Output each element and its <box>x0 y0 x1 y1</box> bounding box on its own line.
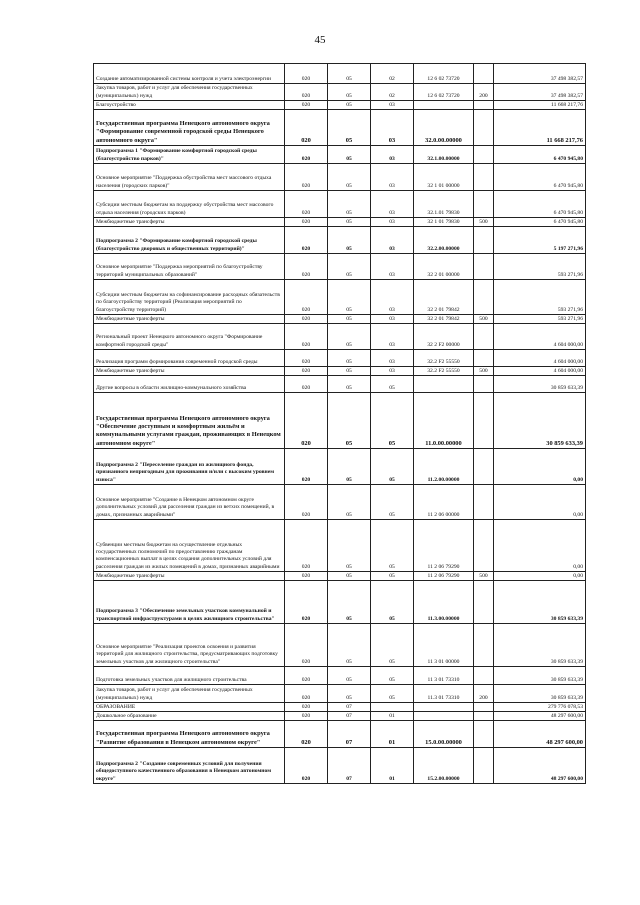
budget-table <box>93 63 586 784</box>
amount-cell: 279 776 078,53 <box>494 703 586 712</box>
table-row <box>94 376 586 393</box>
row-name-cell: Межбюджетные трансферты <box>94 218 285 227</box>
table-row <box>94 101 586 110</box>
row-name-cell: Дошкольное образование <box>94 712 285 721</box>
subsection-code-cell: 03 <box>371 324 414 350</box>
section-code-cell: 05 <box>328 324 371 350</box>
ministry-code-cell: 020 <box>285 191 328 218</box>
subsection-code-cell: 05 <box>371 485 414 520</box>
subsection-code-cell: 05 <box>371 581 414 624</box>
expense-type-cell: 500 <box>474 367 494 376</box>
subsection-code-cell: 03 <box>371 191 414 218</box>
ministry-code-cell: 020 <box>285 367 328 376</box>
table-row <box>94 667 586 685</box>
amount-cell: 30 859 633,39 <box>494 685 586 703</box>
section-code-cell: 05 <box>328 191 371 218</box>
table-row <box>94 350 586 367</box>
amount-cell: 0,00 <box>494 449 586 485</box>
row-name-cell: Основное мероприятие "Поддержка обустройства мест массового отдыха населения (городских парков)" <box>94 164 285 191</box>
target-article-cell: 32 1 01 79830 <box>414 218 474 227</box>
target-article-cell: 32 2 F2 00000 <box>414 324 474 350</box>
amount-cell: 30 859 633,39 <box>494 667 586 685</box>
expense-type-cell <box>474 393 494 449</box>
subsection-code-cell: 03 <box>371 218 414 227</box>
amount-cell: 6 470 945,80 <box>494 164 586 191</box>
target-article-cell <box>414 703 474 712</box>
section-code-cell: 05 <box>328 84 371 101</box>
target-article-cell: 32.0.00.00000 <box>414 110 474 146</box>
target-article-cell: 11.3 01 73310 <box>414 685 474 703</box>
section-code-cell: 05 <box>328 101 371 110</box>
section-code-cell: 05 <box>328 685 371 703</box>
target-article-cell: 11.3.00.00000 <box>414 581 474 624</box>
ministry-code-cell: 020 <box>285 350 328 367</box>
ministry-code-cell: 020 <box>285 393 328 449</box>
table-row <box>94 146 586 164</box>
target-article-cell <box>414 712 474 721</box>
row-name-cell: Закупка товаров, работ и услуг для обеспечения государственных (муниципальных) нужд <box>94 84 285 101</box>
row-name-cell: Межбюджетные трансферты <box>94 315 285 324</box>
target-article-cell: 15.2.00.00000 <box>414 748 474 784</box>
row-name-cell: Субсидии местным бюджетам на софинансирование расходных обязательств по благоустройству территорий (Реализация мероприятий по благоустройству территорий) <box>94 280 285 315</box>
ministry-code-cell: 020 <box>285 485 328 520</box>
ministry-code-cell: 020 <box>285 227 328 254</box>
expense-type-cell <box>474 350 494 367</box>
subsection-code-cell: 03 <box>371 254 414 280</box>
target-article-cell: 32 2 01 79842 <box>414 315 474 324</box>
ministry-code-cell: 020 <box>285 449 328 485</box>
ministry-code-cell: 020 <box>285 581 328 624</box>
amount-cell: 30 859 633,39 <box>494 376 586 393</box>
ministry-code-cell: 020 <box>285 110 328 146</box>
target-article-cell: 32 2 01 79842 <box>414 280 474 315</box>
row-name-cell: Межбюджетные трансферты <box>94 367 285 376</box>
row-name-cell: Другие вопросы в области жилищно-коммунального хозяйства <box>94 376 285 393</box>
section-code-cell: 05 <box>328 146 371 164</box>
subsection-code-cell: 01 <box>371 712 414 721</box>
row-name-cell: ОБРАЗОВАНИЕ <box>94 703 285 712</box>
target-article-cell <box>414 376 474 393</box>
target-article-cell: 11 2 06 79290 <box>414 520 474 572</box>
ministry-code-cell: 020 <box>285 572 328 581</box>
table-row <box>94 485 586 520</box>
section-code-cell: 05 <box>328 667 371 685</box>
amount-cell: 593 271,96 <box>494 315 586 324</box>
table-row <box>94 218 586 227</box>
table-row <box>94 572 586 581</box>
expense-type-cell <box>474 449 494 485</box>
subsection-code-cell: 05 <box>371 624 414 667</box>
subsection-code-cell: 05 <box>371 520 414 572</box>
table-row <box>94 191 586 218</box>
expense-type-cell <box>474 110 494 146</box>
ministry-code-cell: 020 <box>285 703 328 712</box>
target-article-cell: 32.2 F2 55550 <box>414 350 474 367</box>
amount-cell: 37 498 382,57 <box>494 84 586 101</box>
target-article-cell: 32.2.00.00000 <box>414 227 474 254</box>
table-row <box>94 703 586 712</box>
subsection-code-cell: 05 <box>371 572 414 581</box>
amount-cell: 593 271,96 <box>494 280 586 315</box>
ministry-code-cell: 020 <box>285 748 328 784</box>
subsection-code-cell: 02 <box>371 64 414 84</box>
target-article-cell: 32.1.00.00000 <box>414 146 474 164</box>
ministry-code-cell: 020 <box>285 280 328 315</box>
subsection-code-cell: 03 <box>371 146 414 164</box>
subsection-code-cell: 05 <box>371 449 414 485</box>
amount-cell: 30 859 633,39 <box>494 393 586 449</box>
subsection-code-cell <box>371 703 414 712</box>
section-code-cell: 05 <box>328 376 371 393</box>
amount-cell: 5 197 271,96 <box>494 227 586 254</box>
expense-type-cell <box>474 721 494 748</box>
amount-cell: 48 297 600,00 <box>494 748 586 784</box>
ministry-code-cell: 020 <box>285 315 328 324</box>
table-row <box>94 227 586 254</box>
ministry-code-cell: 020 <box>285 712 328 721</box>
target-article-cell: 11.0.00.00000 <box>414 393 474 449</box>
row-name-cell: Подпрограмма 1 "Формирование комфортной городской среды (благоустройство парков)" <box>94 146 285 164</box>
ministry-code-cell: 020 <box>285 685 328 703</box>
subsection-code-cell: 03 <box>371 227 414 254</box>
section-code-cell: 07 <box>328 703 371 712</box>
row-name-cell: Подпрограмма 2 "Создание современных условий для получения общедоступного качественного образования в Ненецком автономном округе" <box>94 748 285 784</box>
amount-cell: 30 859 633,39 <box>494 624 586 667</box>
row-name-cell: Государственная программа Ненецкого автономного округа "Развитие образования в Ненецком автономном округе" <box>94 721 285 748</box>
row-name-cell: Благоустройство <box>94 101 285 110</box>
expense-type-cell <box>474 485 494 520</box>
row-name-cell: Подпрограмма 2 "Переселение граждан из жилищного фонда, признанного непригодным для проживания и/или с высоким уровнем износа" <box>94 449 285 485</box>
section-code-cell: 07 <box>328 712 371 721</box>
section-code-cell: 05 <box>328 254 371 280</box>
ministry-code-cell: 020 <box>285 218 328 227</box>
subsection-code-cell: 03 <box>371 164 414 191</box>
table-row <box>94 280 586 315</box>
subsection-code-cell: 03 <box>371 315 414 324</box>
expense-type-cell <box>474 376 494 393</box>
subsection-code-cell: 01 <box>371 721 414 748</box>
section-code-cell: 05 <box>328 315 371 324</box>
section-code-cell: 05 <box>328 624 371 667</box>
ministry-code-cell: 020 <box>285 520 328 572</box>
subsection-code-cell: 05 <box>371 376 414 393</box>
row-name-cell: Субвенции местным бюджетам на осуществление отдельных государственных полномочий по предоставлению гражданам компенсационных выплат в целях создания дополнительных условий для расселения граждан из жилых помещений в домах, признанных аварийными <box>94 520 285 572</box>
row-name-cell: Межбюджетные трансферты <box>94 572 285 581</box>
target-article-cell: 32 2 01 00000 <box>414 254 474 280</box>
row-name-cell: Подпрограмма 2 "Формирование комфортной городской среды (благоустройство дворовых и общественных территорий)" <box>94 227 285 254</box>
subsection-code-cell: 03 <box>371 101 414 110</box>
section-code-cell: 05 <box>328 485 371 520</box>
subsection-code-cell: 03 <box>371 280 414 315</box>
ministry-code-cell: 020 <box>285 624 328 667</box>
expense-type-cell <box>474 624 494 667</box>
target-article-cell: 11.2.00.00000 <box>414 449 474 485</box>
amount-cell: 11 668 217,76 <box>494 110 586 146</box>
amount-cell: 0,00 <box>494 485 586 520</box>
table-row <box>94 520 586 572</box>
row-name-cell: Основное мероприятие "Реализация проектов освоения и развития территорий для жилищного строительства, предусматривающих подготовку земельных участков для жилищного строительства" <box>94 624 285 667</box>
section-code-cell: 05 <box>328 393 371 449</box>
expense-type-cell <box>474 227 494 254</box>
section-code-cell: 07 <box>328 748 371 784</box>
amount-cell: 11 668 217,76 <box>494 101 586 110</box>
row-name-cell: Региональный проект Ненецкого автономного округа "Формирование комфортной городской среды" <box>94 324 285 350</box>
target-article-cell: 11 3 01 73310 <box>414 667 474 685</box>
subsection-code-cell: 05 <box>371 393 414 449</box>
table-row <box>94 721 586 748</box>
amount-cell: 0,00 <box>494 520 586 572</box>
row-name-cell: Подготовка земельных участков для жилищного строительства <box>94 667 285 685</box>
row-name-cell: Основное мероприятие "Поддержка мероприятий по благоустройству территорий муниципальных образований" <box>94 254 285 280</box>
section-code-cell: 05 <box>328 218 371 227</box>
ministry-code-cell: 020 <box>285 64 328 84</box>
table-row <box>94 449 586 485</box>
expense-type-cell <box>474 581 494 624</box>
row-name-cell: Субсидии местным бюджетам на поддержку обустройства мест массового отдыха населения (городских парков) <box>94 191 285 218</box>
table-row <box>94 624 586 667</box>
amount-cell: 6 470 945,80 <box>494 146 586 164</box>
section-code-cell: 05 <box>328 64 371 84</box>
table-row <box>94 84 586 101</box>
subsection-code-cell: 03 <box>371 110 414 146</box>
amount-cell: 6 470 945,80 <box>494 218 586 227</box>
row-name-cell: Реализация программ формирования современной городской среды <box>94 350 285 367</box>
row-name-cell: Создание автоматизированной системы контроля и учета электроэнергии <box>94 64 285 84</box>
row-name-cell: Закупка товаров, работ и услуг для обеспечения государственных (муниципальных) нужд <box>94 685 285 703</box>
table-row <box>94 64 586 84</box>
subsection-code-cell: 02 <box>371 84 414 101</box>
expense-type-cell <box>474 667 494 685</box>
target-article-cell <box>414 101 474 110</box>
section-code-cell: 07 <box>328 721 371 748</box>
target-article-cell: 12 6 02 73720 <box>414 64 474 84</box>
ministry-code-cell: 020 <box>285 146 328 164</box>
expense-type-cell <box>474 64 494 84</box>
table-row <box>94 748 586 784</box>
table-row <box>94 393 586 449</box>
section-code-cell: 05 <box>328 280 371 315</box>
target-article-cell: 11 3 01 00000 <box>414 624 474 667</box>
ministry-code-cell: 020 <box>285 254 328 280</box>
amount-cell: 4 604 000,00 <box>494 324 586 350</box>
expense-type-cell <box>474 146 494 164</box>
target-article-cell: 32.1.01 79830 <box>414 191 474 218</box>
amount-cell: 48 297 600,00 <box>494 721 586 748</box>
expense-type-cell: 500 <box>474 218 494 227</box>
section-code-cell: 05 <box>328 572 371 581</box>
table-row <box>94 324 586 350</box>
row-name-cell: Государственная программа Ненецкого автономного округа "Обеспечение доступным и комфортным жильём и коммунальными услугами граждан, проживающих в Ненецком автономном округе" <box>94 393 285 449</box>
amount-cell: 4 604 000,00 <box>494 367 586 376</box>
ministry-code-cell: 020 <box>285 721 328 748</box>
target-article-cell: 11 2 06 79290 <box>414 572 474 581</box>
table-row <box>94 315 586 324</box>
expense-type-cell: 200 <box>474 84 494 101</box>
section-code-cell: 05 <box>328 164 371 191</box>
ministry-code-cell: 020 <box>285 376 328 393</box>
amount-cell: 48 297 600,00 <box>494 712 586 721</box>
section-code-cell: 05 <box>328 110 371 146</box>
expense-type-cell <box>474 191 494 218</box>
subsection-code-cell: 05 <box>371 667 414 685</box>
table-row <box>94 581 586 624</box>
subsection-code-cell: 05 <box>371 685 414 703</box>
expense-type-cell <box>474 324 494 350</box>
subsection-code-cell: 03 <box>371 350 414 367</box>
section-code-cell: 05 <box>328 520 371 572</box>
row-name-cell: Государственная программа Ненецкого автономного округа "Формирование современной городской среды Ненецкого автономного округа" <box>94 110 285 146</box>
amount-cell: 37 498 382,57 <box>494 64 586 84</box>
expense-type-cell: 500 <box>474 572 494 581</box>
table-row <box>94 110 586 146</box>
table-row <box>94 685 586 703</box>
expense-type-cell <box>474 712 494 721</box>
target-article-cell: 32 1 01 00000 <box>414 164 474 191</box>
expense-type-cell: 500 <box>474 315 494 324</box>
target-article-cell: 12 6 02 73720 <box>414 84 474 101</box>
section-code-cell: 05 <box>328 449 371 485</box>
table-row <box>94 164 586 191</box>
table-row <box>94 712 586 721</box>
expense-type-cell <box>474 703 494 712</box>
section-code-cell: 05 <box>328 367 371 376</box>
section-code-cell: 05 <box>328 581 371 624</box>
ministry-code-cell: 020 <box>285 164 328 191</box>
subsection-code-cell: 01 <box>371 748 414 784</box>
amount-cell: 4 604 000,00 <box>494 350 586 367</box>
target-article-cell: 11 2 06 00000 <box>414 485 474 520</box>
amount-cell: 0,00 <box>494 572 586 581</box>
ministry-code-cell: 020 <box>285 324 328 350</box>
target-article-cell: 32.2 F2 55550 <box>414 367 474 376</box>
row-name-cell: Основное мероприятие "Создание в Ненецком автономном округе дополнительных условий для расселения граждан из ветхих помещений, в домах, признанных аварийными" <box>94 485 285 520</box>
amount-cell: 593 271,96 <box>494 254 586 280</box>
ministry-code-cell: 020 <box>285 84 328 101</box>
target-article-cell: 15.0.00.00000 <box>414 721 474 748</box>
ministry-code-cell: 020 <box>285 667 328 685</box>
row-name-cell: Подпрограмма 3 "Обеспечение земельных участков коммунальной и транспортной инфраструктурами в целях жилищного строительства" <box>94 581 285 624</box>
table-row <box>94 367 586 376</box>
expense-type-cell <box>474 254 494 280</box>
amount-cell: 6 470 945,80 <box>494 191 586 218</box>
expense-type-cell <box>474 280 494 315</box>
page-number: 45 <box>314 34 326 46</box>
expense-type-cell <box>474 520 494 572</box>
expense-type-cell <box>474 164 494 191</box>
section-code-cell: 05 <box>328 350 371 367</box>
expense-type-cell <box>474 748 494 784</box>
expense-type-cell <box>474 101 494 110</box>
section-code-cell: 05 <box>328 227 371 254</box>
expense-type-cell: 200 <box>474 685 494 703</box>
table-row <box>94 254 586 280</box>
amount-cell: 30 859 633,39 <box>494 581 586 624</box>
ministry-code-cell: 020 <box>285 101 328 110</box>
subsection-code-cell: 03 <box>371 367 414 376</box>
